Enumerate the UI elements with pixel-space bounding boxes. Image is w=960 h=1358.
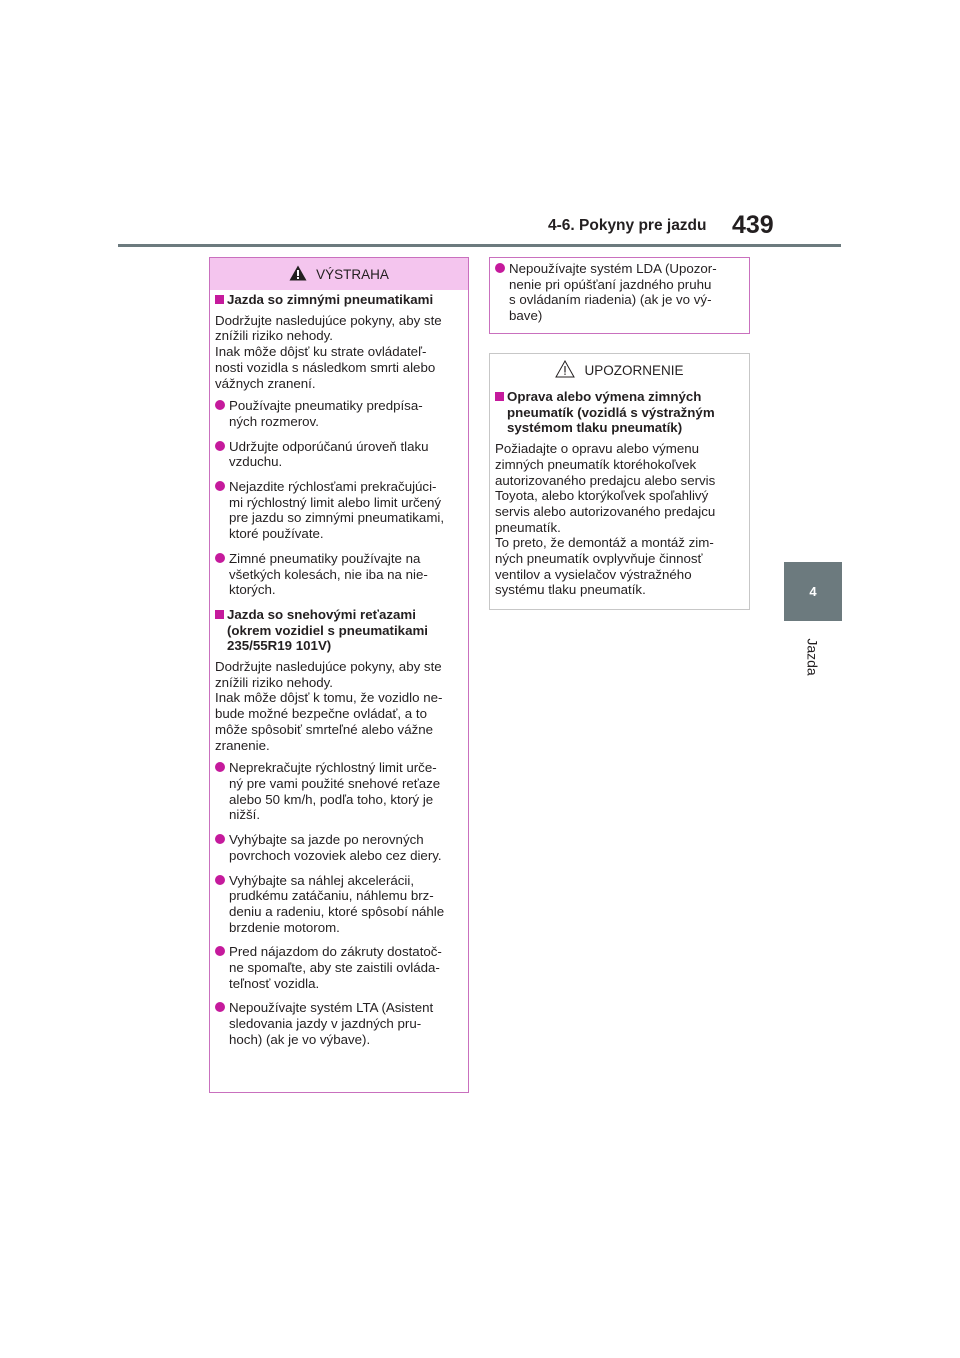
warning-continued-box xyxy=(489,257,750,334)
text-line: Zimné pneumatiky používajte na xyxy=(229,550,421,566)
text-line: Vyhýbajte sa jazde po nerovných xyxy=(229,832,424,848)
text-line: vážnych zranení. xyxy=(215,375,316,391)
bullet-item xyxy=(215,1000,462,1047)
bullet-icon xyxy=(215,832,229,863)
text-line: ktorých. xyxy=(229,582,276,598)
text-line: 235/55R19 101V) xyxy=(227,638,332,654)
text-line: prudkému zatáčaniu, náhlemu brz- xyxy=(229,888,434,904)
chapter-label-text: Jazda xyxy=(804,638,821,676)
bullet-item xyxy=(495,261,743,324)
section-intro xyxy=(215,659,462,753)
text-line: Používajte pneumatiky predpísa- xyxy=(229,398,423,414)
text-line: Dodržujte nasledujúce pokyny, aby ste xyxy=(215,312,442,328)
warning-continued-content xyxy=(490,258,749,324)
bullet-text xyxy=(229,398,423,429)
square-bullet-icon xyxy=(215,607,227,654)
bullet-icon xyxy=(495,261,509,324)
text-line: môže spôsobiť smrteľné alebo vážne xyxy=(215,721,434,737)
text-line: ventilov a vysielačov výstražného xyxy=(495,566,692,582)
caution-title: UPOZORNENIE xyxy=(584,363,684,378)
text-line: Neprekračujte rýchlostný limit urče- xyxy=(229,760,437,776)
section-intro xyxy=(215,313,462,392)
caution-header xyxy=(490,354,749,387)
warning-title: VÝSTRAHA xyxy=(316,266,389,282)
text-line: povrchoch vozoviek alebo cez diery. xyxy=(229,847,442,863)
text-line: deniu a radeniu, ktoré spôsobí náhle xyxy=(229,903,445,919)
bullet-item xyxy=(215,832,462,863)
text-line: zranenie. xyxy=(215,737,270,753)
text-line: Toyota, alebo ktorýkoľvek spoľahlivý xyxy=(495,488,709,504)
bullet-icon xyxy=(215,1000,229,1047)
text-line: Jazda so zimnými pneumatikami xyxy=(227,292,434,307)
bullet-icon xyxy=(215,760,229,823)
text-line: ne spomaľte, aby ste zaistili ovláda- xyxy=(229,960,440,976)
bullet-text xyxy=(229,873,444,936)
text-line: nenie pri opúšťaní jazdného pruhu xyxy=(509,276,712,292)
text-line: znížili riziko nehody. xyxy=(215,674,333,690)
text-line: Nepoužívajte systém LTA (Asistent xyxy=(229,1000,434,1016)
warning-content xyxy=(210,290,468,1048)
bullet-item xyxy=(215,760,462,823)
chapter-number: 4 xyxy=(809,584,817,599)
bullet-item xyxy=(215,944,462,991)
text-line: ný pre vami použité snehové reťaze xyxy=(229,775,441,791)
chapter-label xyxy=(784,632,842,682)
caution-triangle-icon xyxy=(555,360,575,381)
caution-body xyxy=(495,441,743,598)
text-line: ných pneumatík ovplyvňuje činnosť xyxy=(495,551,703,567)
text-line: s ovládaním riadenia) (ak je vo vý- xyxy=(509,292,712,308)
text-line: brzdenie motorom. xyxy=(229,919,340,935)
text-line: Inak môže dôjsť k tomu, že vozidlo ne- xyxy=(215,690,443,706)
section-heading xyxy=(215,292,462,308)
text-line: hoch) (ak je vo výbave). xyxy=(229,1031,371,1047)
header-rule xyxy=(118,244,841,247)
warning-triangle-icon xyxy=(289,265,307,284)
text-line: nosti vozidla s následkom smrti alebo xyxy=(215,359,436,375)
text-line: To preto, že demontáž a montáž zim- xyxy=(495,535,714,551)
text-line: zimných pneumatík ktoréhokoľvek xyxy=(495,456,697,472)
text-line: Vyhýbajte sa náhlej akcelerácii, xyxy=(229,872,415,888)
text-line: Udržujte odporúčanú úroveň tlaku xyxy=(229,438,429,454)
bullet-icon xyxy=(215,873,229,936)
bullet-item xyxy=(215,551,462,598)
square-bullet-icon xyxy=(215,292,227,308)
text-line: alebo 50 km/h, podľa toho, ktorý je xyxy=(229,791,434,807)
bullet-text xyxy=(229,479,444,542)
text-line: bude možné bezpečne ovládať, a to xyxy=(215,706,427,722)
text-line: sledovania jazdy v jazdných pru- xyxy=(229,1016,422,1032)
bullet-text xyxy=(229,760,440,823)
text-line: servis alebo autorizovaného predajcu xyxy=(495,503,716,519)
text-line: ktoré používate. xyxy=(229,526,324,542)
section-heading xyxy=(495,389,743,436)
caution-box xyxy=(489,353,750,610)
text-line: Oprava alebo výmena zimných xyxy=(507,389,702,404)
text-line: Dodržujte nasledujúce pokyny, aby ste xyxy=(215,659,442,675)
section-heading-text xyxy=(507,389,715,436)
warning-header xyxy=(210,258,468,290)
bullet-text xyxy=(509,261,717,324)
warning-box xyxy=(209,257,469,1093)
text-line: Inak môže dôjsť ku strate ovládateľ- xyxy=(215,344,427,360)
text-line: vzduchu. xyxy=(229,454,283,470)
bullet-item xyxy=(215,873,462,936)
text-line: Jazda so snehovými reťazami xyxy=(227,606,416,622)
chapter-tab xyxy=(784,562,842,621)
bullet-icon xyxy=(215,439,229,470)
text-line: autorizovaného predajcu alebo servis xyxy=(495,472,716,488)
bullet-text xyxy=(229,1000,433,1047)
text-line: znížili riziko nehody. xyxy=(215,328,333,344)
page-number: 439 xyxy=(732,211,774,239)
text-line: (okrem vozidiel s pneumatikami xyxy=(227,622,428,638)
bullet-item xyxy=(215,439,462,470)
bullet-icon xyxy=(215,398,229,429)
text-line: systémom tlaku pneumatík) xyxy=(507,420,683,436)
section-heading-text xyxy=(227,607,428,654)
caution-content xyxy=(490,387,749,598)
text-line: pneumatík. xyxy=(495,519,561,535)
section-title: 4-6. Pokyny pre jazdu xyxy=(548,217,707,234)
bullet-item xyxy=(215,479,462,542)
text-line: systému tlaku pneumatík. xyxy=(495,582,646,598)
text-line: nižší. xyxy=(229,807,261,823)
text-line: mi rýchlostný limit alebo limit určený xyxy=(229,494,442,510)
text-line: pneumatík (vozidlá s výstražným xyxy=(507,404,715,420)
text-line: ných rozmerov. xyxy=(229,413,319,429)
bullet-text xyxy=(229,944,442,991)
bullet-icon xyxy=(215,551,229,598)
text-line: všetkých kolesách, nie iba na nie- xyxy=(229,566,428,582)
square-bullet-icon xyxy=(495,389,507,436)
text-line: Požiadajte o opravu alebo výmenu xyxy=(495,441,700,457)
bullet-text xyxy=(229,551,428,598)
text-line: Nepoužívajte systém LDA (Upozor- xyxy=(509,261,717,276)
section-heading-text xyxy=(227,292,433,308)
bullet-text xyxy=(229,832,442,863)
text-line: Nejazdite rýchlosťami prekračujúci- xyxy=(229,479,437,495)
bullet-icon xyxy=(215,944,229,991)
bullet-item xyxy=(215,398,462,429)
text-line: Pred nájazdom do zákruty dostatoč- xyxy=(229,944,442,960)
text-line: pre jazdu so zimnými pneumatikami, xyxy=(229,510,445,526)
bullet-icon xyxy=(215,479,229,542)
section-heading xyxy=(215,607,462,654)
text-line: bave) xyxy=(509,308,543,324)
bullet-text xyxy=(229,439,429,470)
text-line: teľnosť vozidla. xyxy=(229,975,320,991)
